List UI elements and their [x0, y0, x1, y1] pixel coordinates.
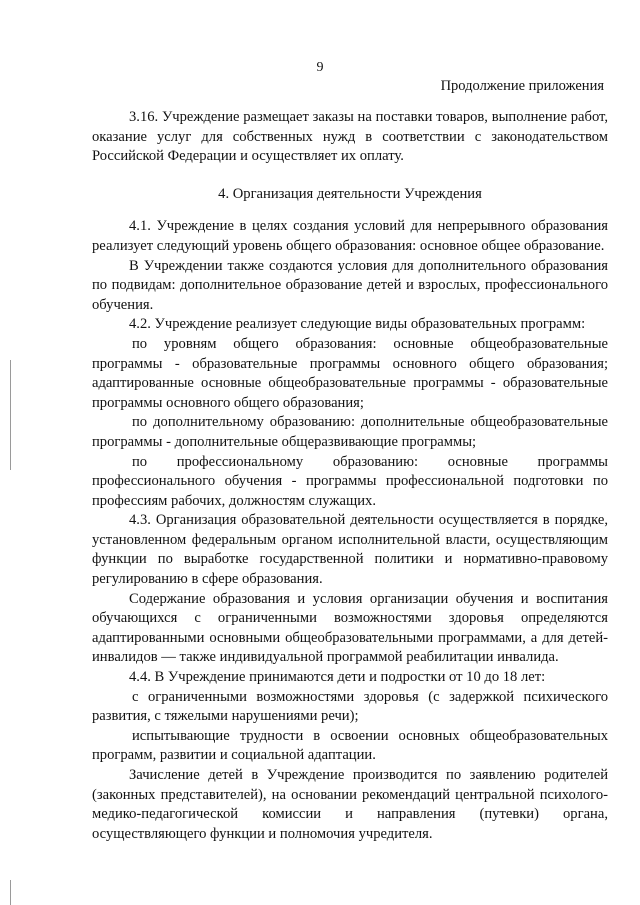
appendix-continuation-note: Продолжение приложения: [440, 78, 604, 94]
paragraph-4-4: 4.4. В Учреждение принимаются дети и подростки от 10 до 18 лет:: [129, 669, 546, 686]
paragraph-4-3: 4.3. Организация образовательной деятельности осуществляется в порядке, установленном федеральным органом исполнительной власти, осуществляющим функции по выработке государственной политики и нормативно-правовому регулированию в сфере образования.: [92, 512, 608, 588]
section-heading: 4. Организация деятельности Учреждения: [218, 185, 482, 202]
paragraph-enrollment: Зачисление детей в Учреждение производится по заявлению родителей (законных представителей), на основании рекомендаций центральной психолого-медико-педагогической комиссии и направления (путевки) органа, осуществляющего функции и полномочия учредителя.: [92, 767, 608, 842]
paragraph-4-3-content: Содержание образования и условия организации обучения и воспитания обучающихся с ограниченными возможностями здоровья определяются адаптированными основными общеобразовательными программами, а для детей-инвалидов — также индивидуальной программой реабилитации инвалида.: [92, 590, 608, 666]
paragraph-4-4-item-2: испытывающие трудности в освоении основных общеобразовательных программ, развитии и социальной адаптации.: [92, 727, 608, 764]
paragraph-4-4-item-1: с ограниченными возможностями здоровья (с задержкой психического развития, с тяжелыми нарушениями речи);: [92, 688, 608, 725]
paragraph-4-1: 4.1. Учреждение в целях создания условий для непрерывного образования реализует следующий уровень общего образования: основное общее образование.: [92, 218, 608, 254]
page-number: 9: [316, 60, 324, 75]
paragraph-4-2-additional: по дополнительному образованию: дополнительные общеобразовательные программы - дополнительные общеразвивающие программы;: [92, 414, 608, 450]
scan-edge-mark: [10, 880, 11, 905]
paragraph-4-2-professional: по профессиональному образованию: основные программы профессионального обучения - программы профессиональной подготовки по профессиям рабочих, должностям служащих.: [92, 453, 608, 509]
paragraph-4-2: 4.2. Учреждение реализует следующие виды образовательных программ:: [129, 316, 586, 333]
scan-edge-mark: [10, 360, 11, 470]
paragraph-4-2-general: по уровням общего образования: основные общеобразовательные программы - образовательные программы основного общего образования; адаптированные основные общеобразовательные программы - образовательные программы основного общего образования;: [92, 335, 608, 411]
paragraph-4-1-additional: В Учреждении также создаются условия для дополнительного образования по подвидам: дополнительное образование детей и взрослых, профессионального обучения.: [92, 257, 608, 313]
paragraph-3-16: 3.16. Учреждение размещает заказы на поставки товаров, выполнение работ, оказание услуг для собственных нужд в соответствии с законодательством Российской Федерации и осуществляет их оплату.: [92, 109, 608, 165]
document-body: [92, 108, 608, 844]
